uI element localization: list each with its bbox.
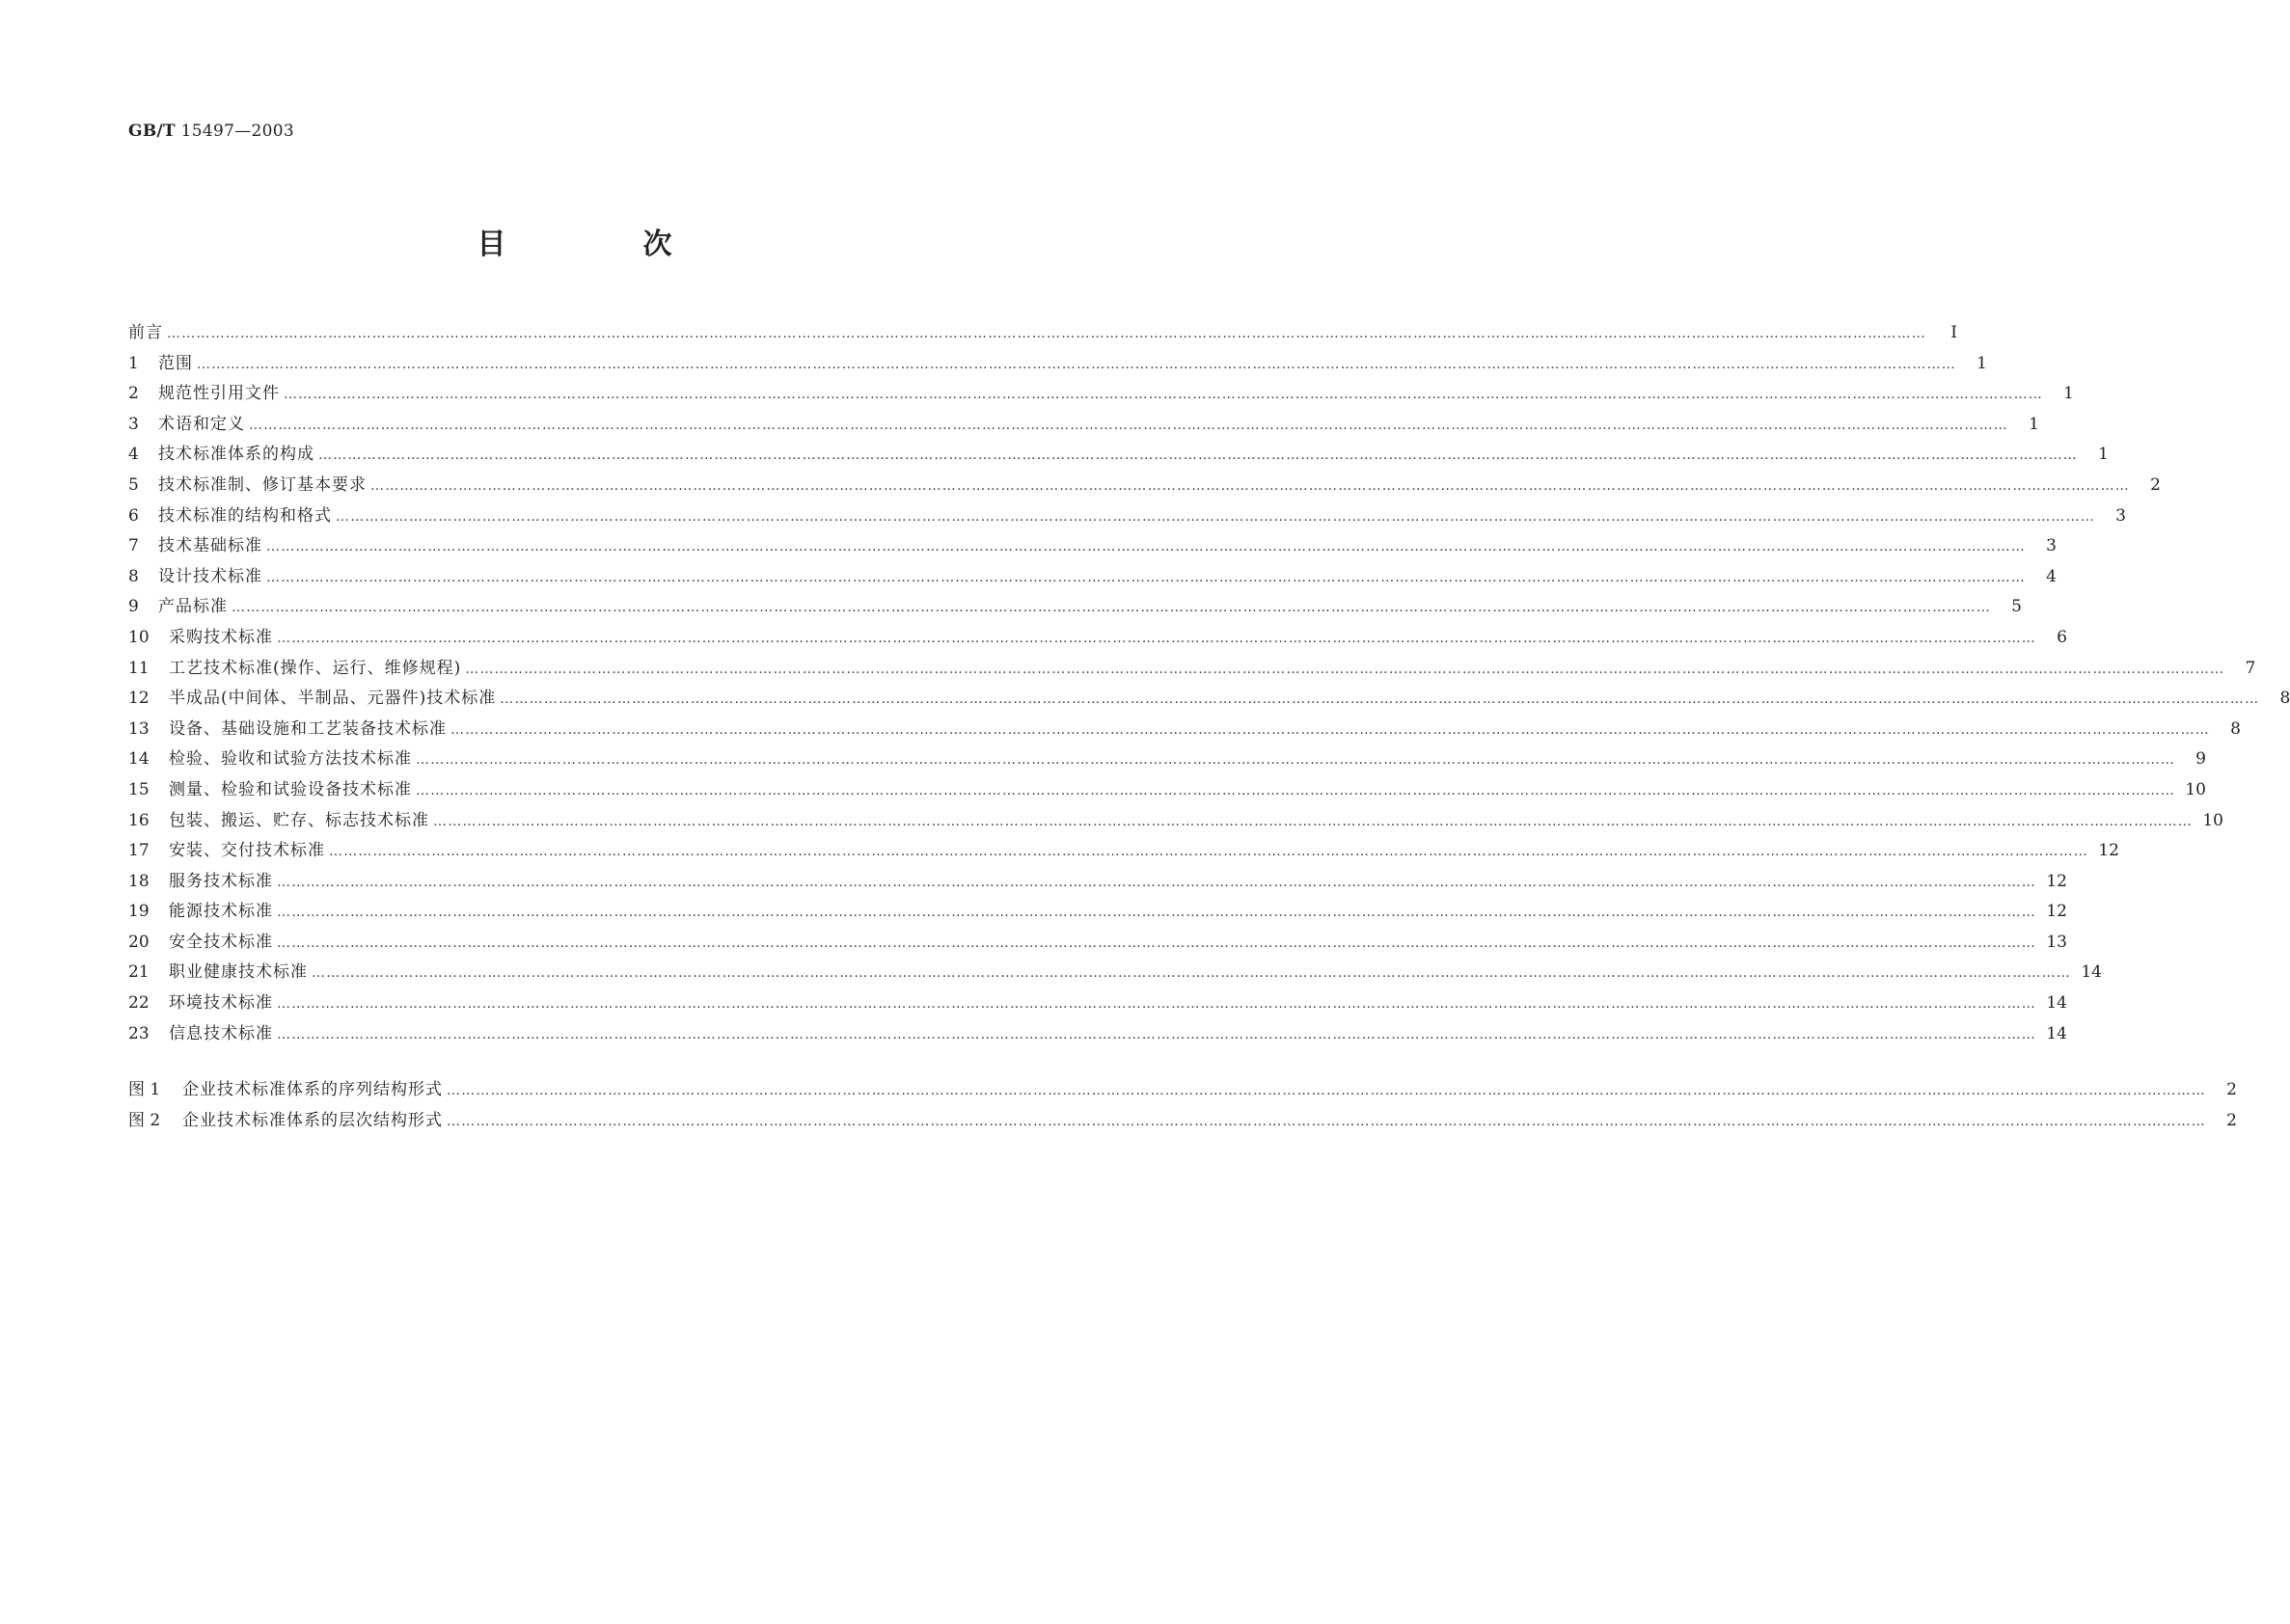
standard-number: 15497—2003 (180, 122, 295, 141)
toc-entry-label: 半成品(中间体、半制品、元器件)技术标准 (169, 689, 497, 709)
toc-entry-label: 服务技术标准 (169, 871, 273, 891)
toc-entry-label: 技术基础标准 (158, 536, 262, 556)
dot-leader: ……………………………………………………………………………………………………………………………………………………………………………………………………………………………………………………………………………………………………………………………… (312, 965, 2071, 982)
dot-leader: ……………………………………………………………………………………………………………………………………………………………………………………………………………………………………………………………………………………………………………………………… (277, 996, 2036, 1013)
figure-entry-label: 企业技术标准体系的层次结构形式 (182, 1110, 443, 1130)
toc-entry-label: 技术标准体系的构成 (158, 445, 314, 465)
toc-entry-number: 23 (128, 1023, 150, 1043)
toc-entry-label: 前言 (128, 323, 163, 342)
toc-entry-page: 14 (2081, 962, 2102, 983)
dot-leader: ……………………………………………………………………………………………………………………………………………………………………………………………………………………………………………………………………………………………………………………………… (197, 356, 1956, 372)
toc-entry-page: 3 (2046, 536, 2057, 556)
dot-leader: ……………………………………………………………………………………………………………………………………………………………………………………………………………………………………………………………………………………………………………………………… (447, 1113, 2206, 1129)
toc-entry-label: 工艺技术标准(操作、运行、维修规程) (169, 658, 462, 678)
toc-entry-label: 检验、验收和试验方法技术标准 (169, 749, 412, 770)
toc-entry[interactable] (128, 897, 2067, 928)
toc-entry-number: 22 (128, 993, 150, 1014)
figure-entry[interactable] (128, 1106, 2237, 1137)
dot-leader: ……………………………………………………………………………………………………………………………………………………………………………………………………………………………………………………………………………………………………………………………… (336, 508, 2095, 525)
toc-entry-page: 2 (2150, 474, 2161, 495)
toc-entry-number: 7 (128, 536, 139, 556)
toc-entry-number: 12 (128, 689, 150, 709)
toc-entry-number: 20 (128, 932, 150, 952)
toc-entry-label: 范围 (158, 353, 193, 373)
toc-entry-page: 10 (2202, 810, 2223, 830)
dot-leader: ……………………………………………………………………………………………………………………………………………………………………………………………………………………………………………………………………………………………………………………………… (277, 874, 2036, 890)
toc-entry-number: 4 (128, 445, 139, 465)
toc-entry[interactable] (128, 1019, 2067, 1050)
toc-entry[interactable] (128, 988, 2067, 1019)
toc-entry[interactable] (128, 806, 2223, 837)
toc-entry-label: 产品标准 (158, 597, 228, 617)
dot-leader: ……………………………………………………………………………………………………………………………………………………………………………………………………………………………………………………………………………………………………………………………… (465, 661, 2225, 677)
toc-entry-number: 3 (128, 414, 139, 434)
toc-entry-page: 6 (2057, 627, 2067, 647)
toc-entry-page: 12 (2046, 871, 2067, 891)
toc-entry-number: 11 (128, 658, 150, 678)
dot-leader: ……………………………………………………………………………………………………………………………………………………………………………………………………………………………………………………………………………………………………………………………… (277, 905, 2036, 921)
toc-entry-page: 1 (2029, 414, 2039, 434)
toc-entry[interactable] (128, 654, 2256, 685)
figure-entry-label: 企业技术标准体系的序列结构形式 (182, 1080, 443, 1099)
toc-entry-label: 术语和定义 (158, 414, 245, 434)
toc-entry[interactable] (128, 318, 1957, 349)
table-of-contents (128, 318, 2290, 1049)
toc-entry-number: 5 (128, 474, 139, 495)
toc-entry[interactable] (128, 410, 2039, 441)
toc-entry[interactable] (128, 501, 2126, 532)
dot-leader: ……………………………………………………………………………………………………………………………………………………………………………………………………………………………………………………………………………………………………………………………… (266, 569, 2026, 585)
toc-entry-page: 5 (2011, 597, 2022, 617)
toc-entry-number: 19 (128, 902, 150, 922)
toc-entry[interactable] (128, 531, 2057, 562)
toc-entry-page: 1 (1976, 353, 1987, 373)
toc-entry-number: 21 (128, 962, 150, 983)
dot-leader: ……………………………………………………………………………………………………………………………………………………………………………………………………………………………………………………………………………………………………………………………… (266, 539, 2026, 555)
toc-entry-page: 8 (2279, 689, 2290, 709)
toc-entry-number: 1 (128, 353, 139, 373)
toc-entry-label: 包装、搬运、贮存、标志技术标准 (169, 810, 429, 830)
dot-leader: ……………………………………………………………………………………………………………………………………………………………………………………………………………………………………………………………………………………………………………………………… (277, 630, 2036, 646)
figure-entry-page: 2 (2226, 1080, 2237, 1099)
toc-entry[interactable] (128, 744, 2206, 775)
toc-entry[interactable] (128, 349, 1987, 380)
toc-entry-label: 技术标准制、修订基本要求 (158, 474, 367, 495)
toc-entry-number: 15 (128, 779, 150, 799)
toc-entry-page: 14 (2046, 993, 2067, 1014)
standard-code: GB/T (128, 122, 176, 141)
toc-entry[interactable] (128, 562, 2057, 593)
figure-list (128, 1075, 2237, 1136)
toc-entry-page: 8 (2230, 718, 2241, 739)
dot-leader: ……………………………………………………………………………………………………………………………………………………………………………………………………………………………………………………………………………………………………………………………… (318, 447, 2078, 464)
toc-entry-page: 1 (2063, 384, 2074, 404)
figure-entry-number: 图 2 (128, 1110, 161, 1130)
dot-leader: ……………………………………………………………………………………………………………………………………………………………………………………………………………………………………………………………………………………………………………………………… (329, 844, 2088, 860)
toc-entry-label: 规范性引用文件 (158, 384, 280, 404)
toc-entry[interactable] (128, 958, 2102, 988)
toc-entry-page: 3 (2115, 505, 2126, 526)
toc-entry[interactable] (128, 928, 2067, 959)
toc-entry-label: 能源技术标准 (169, 902, 273, 922)
toc-entry-number: 10 (128, 627, 150, 647)
toc-entry-label: 技术标准的结构和格式 (158, 505, 332, 526)
toc-entry[interactable] (128, 623, 2067, 654)
dot-leader: ……………………………………………………………………………………………………………………………………………………………………………………………………………………………………………………………………………………………………………………………… (167, 326, 1926, 341)
toc-entry[interactable] (128, 715, 2241, 745)
figure-entry-number: 图 1 (128, 1080, 161, 1099)
dot-leader: ……………………………………………………………………………………………………………………………………………………………………………………………………………………………………………………………………………………………………………………………… (370, 477, 2130, 494)
dot-leader: ……………………………………………………………………………………………………………………………………………………………………………………………………………………………………………………………………………………………………………………………… (450, 721, 2210, 738)
dot-leader: ……………………………………………………………………………………………………………………………………………………………………………………………………………………………………………………………………………………………………………………………… (416, 782, 2175, 798)
toc-entry-number: 16 (128, 810, 150, 830)
toc-entry-page: 14 (2046, 1023, 2067, 1043)
figure-entry[interactable] (128, 1075, 2237, 1106)
toc-entry-page: 4 (2046, 566, 2057, 586)
toc-entry-label: 职业健康技术标准 (169, 962, 308, 983)
toc-entry-page: 13 (2046, 932, 2067, 952)
toc-entry-page: 1 (2098, 445, 2109, 465)
dot-leader: ……………………………………………………………………………………………………………………………………………………………………………………………………………………………………………………………………………………………………………………………… (277, 934, 2036, 951)
toc-entry[interactable] (128, 775, 2206, 806)
dot-leader: ……………………………………………………………………………………………………………………………………………………………………………………………………………………………………………………………………………………………………………………………… (500, 691, 2260, 708)
dot-leader: ……………………………………………………………………………………………………………………………………………………………………………………………………………………………………………………………………………………………………………………………… (284, 387, 2043, 403)
toc-entry-label: 测量、检验和试验设备技术标准 (169, 779, 412, 799)
toc-entry[interactable] (128, 379, 2074, 410)
dot-leader: ……………………………………………………………………………………………………………………………………………………………………………………………………………………………………………………………………………………………………………………………… (232, 600, 1991, 616)
toc-entry-page: 12 (2098, 841, 2119, 861)
toc-entry-number: 17 (128, 841, 150, 861)
toc-entry-page: Ⅰ (1950, 323, 1957, 342)
toc-entry-page: 9 (2195, 749, 2206, 770)
toc-entry[interactable] (128, 471, 2161, 501)
toc-entry-label: 安装、交付技术标准 (169, 841, 325, 861)
toc-entry-number: 6 (128, 505, 139, 526)
toc-entry-number: 13 (128, 718, 150, 739)
toc-entry[interactable] (128, 592, 2022, 623)
toc-entry-page: 10 (2185, 779, 2206, 799)
toc-entry[interactable] (128, 867, 2067, 898)
page-header (128, 122, 294, 141)
toc-entry-page: 7 (2245, 658, 2256, 678)
toc-entry-number: 2 (128, 384, 139, 404)
toc-entry-label: 信息技术标准 (169, 1023, 273, 1043)
toc-entry-number: 14 (128, 749, 150, 770)
dot-leader: ……………………………………………………………………………………………………………………………………………………………………………………………………………………………………………………………………………………………………………………………… (277, 1026, 2036, 1042)
page-title: 目 次 (477, 228, 726, 261)
figure-entry-page: 2 (2226, 1110, 2237, 1130)
toc-entry[interactable] (128, 836, 2119, 867)
toc-entry-page: 12 (2046, 902, 2067, 922)
dot-leader: ……………………………………………………………………………………………………………………………………………………………………………………………………………………………………………………………………………………………………………………………… (433, 813, 2193, 829)
toc-entry[interactable] (128, 440, 2109, 471)
toc-entry-label: 采购技术标准 (169, 627, 273, 647)
dot-leader: ……………………………………………………………………………………………………………………………………………………………………………………………………………………………………………………………………………………………………………………………… (447, 1083, 2206, 1098)
toc-entry-number: 8 (128, 566, 139, 586)
toc-entry-label: 设计技术标准 (158, 566, 262, 586)
toc-entry-label: 安全技术标准 (169, 932, 273, 952)
toc-entry[interactable] (128, 684, 2290, 715)
dot-leader: ……………………………………………………………………………………………………………………………………………………………………………………………………………………………………………………………………………………………………………………………… (416, 752, 2175, 769)
toc-entry-number: 18 (128, 871, 150, 891)
dot-leader: ……………………………………………………………………………………………………………………………………………………………………………………………………………………………………………………………………………………………………………………………… (249, 417, 2008, 433)
toc-entry-label: 设备、基础设施和工艺装备技术标准 (169, 718, 447, 739)
toc-entry-label: 环境技术标准 (169, 993, 273, 1014)
toc-entry-number: 9 (128, 597, 139, 617)
